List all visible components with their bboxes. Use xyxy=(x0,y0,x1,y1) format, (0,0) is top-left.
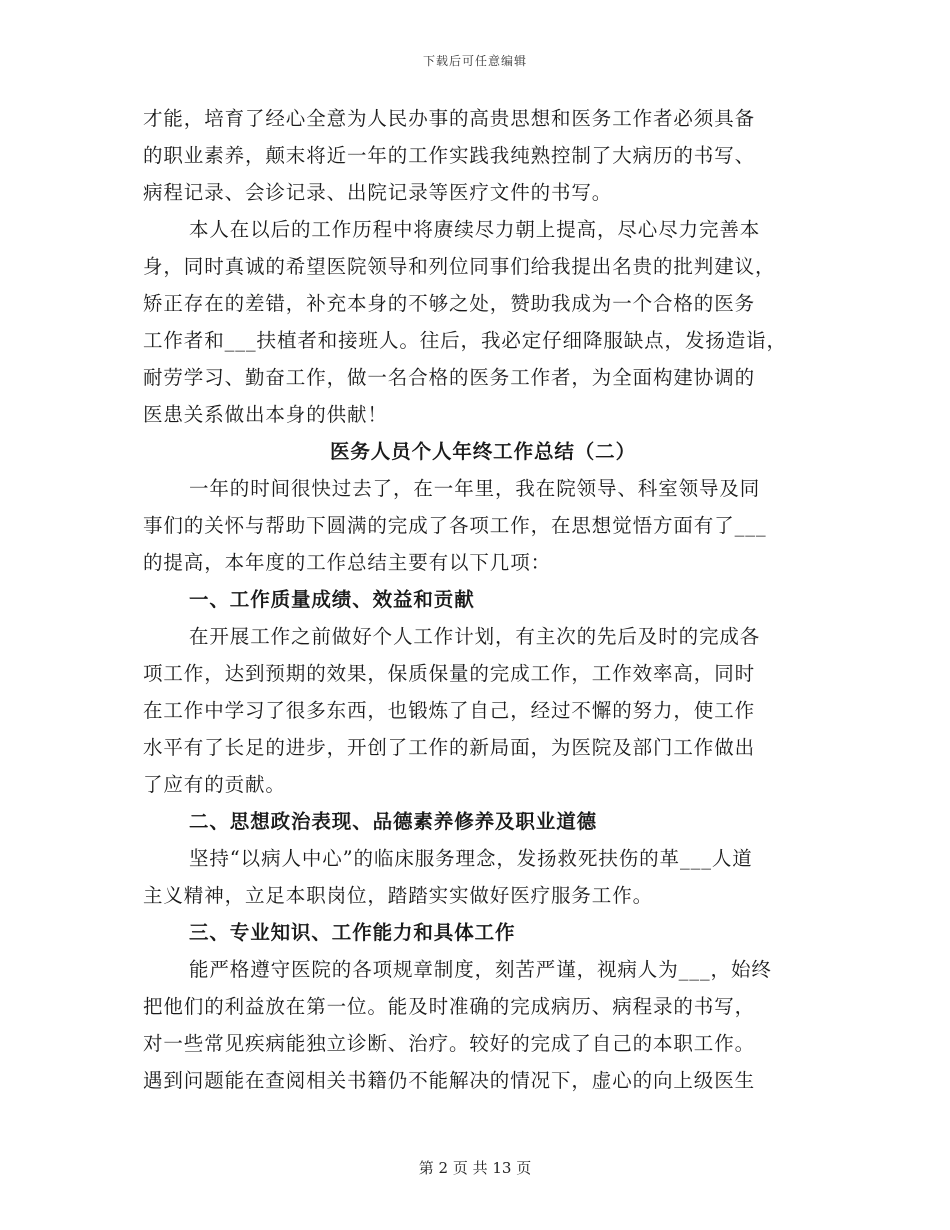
paragraph-line: 对一些常见疾病能独立诊断、治疗。较好的完成了自己的本职工作。 xyxy=(143,1032,756,1055)
paragraph-line: 病程记录、会诊记录、出院记录等医疗文件的书写。 xyxy=(143,181,613,204)
paragraph-line: 坚持“以病人中心”的临床服务理念，发扬救死扶伤的革___人道 xyxy=(189,847,753,870)
paragraph-line: 项工作，达到预期的效果，保质保量的完成工作，工作效率高，同时 xyxy=(143,662,756,685)
paragraph-line: 矫正存在的差错，补充本身的不够之处，赞助我成为一个合格的医务 xyxy=(143,292,756,315)
paragraph-line: 遇到问题能在查阅相关书籍仍不能解决的情况下，虚心的向上级医生 xyxy=(143,1069,756,1092)
paragraph-line: 一年的时间很快过去了，在一年里，我在院领导、科室领导及同 xyxy=(189,477,761,500)
paragraph-line: 耐劳学习、勤奋工作，做一名合格的医务工作者，为全面构建协调的 xyxy=(143,366,756,389)
paragraph-line: 才能，培育了经心全意为人民办事的高贵思想和医务工作者必须具备 xyxy=(143,107,756,130)
section-heading: 三、专业知识、工作能力和具体工作 xyxy=(189,921,516,944)
paragraph-line: 医患关系做出本身的供献！ xyxy=(143,403,388,426)
section-title: 医务人员个人年终工作总结（二） xyxy=(329,440,636,463)
paragraph-line: 能严格遵守医院的各项规章制度，刻苦严谨，视病人为___，始终 xyxy=(189,958,772,981)
paragraph-line: 在开展工作之前做好个人工作计划，有主次的先后及时的完成各 xyxy=(189,625,761,648)
paragraph-line: 了应有的贡献。 xyxy=(143,773,286,796)
page-number-footer: 第 2 页 共 13 页 xyxy=(418,1159,532,1177)
document-body xyxy=(143,100,823,1099)
paragraph-line: 身，同时真诚的希望医院领导和列位同事们给我提出名贵的批判建议， xyxy=(143,255,776,278)
page-header: 下载后可任意编辑 xyxy=(422,54,527,68)
section-heading: 一、工作质量成绩、效益和贡献 xyxy=(189,588,475,611)
paragraph-line: 事们的关怀与帮助下圆满的完成了各项工作，在思想觉悟方面有了___ xyxy=(143,514,767,537)
paragraph-line: 工作者和___扶植者和接班人。往后，我必定仔细降服缺点，发扬造诣， xyxy=(143,329,787,352)
section-heading: 二、思想政治表现、品德素养修养及职业道德 xyxy=(189,810,598,833)
paragraph-line: 把他们的利益放在第一位。能及时准确的完成病历、病程录的书写， xyxy=(143,995,756,1018)
paragraph-line: 的职业素养，颠末将近一年的工作实践我纯熟控制了大病历的书写、 xyxy=(143,144,756,167)
paragraph-line: 水平有了长足的进步，开创了工作的新局面，为医院及部门工作做出 xyxy=(143,736,756,759)
paragraph-line: 本人在以后的工作历程中将赓续尽力朝上提高，尽心尽力完善本 xyxy=(189,218,761,241)
paragraph-line: 主义精神，立足本职岗位，踏踏实实做好医疗服务工作。 xyxy=(143,884,654,907)
paragraph-line: 在工作中学习了很多东西，也锻炼了自己，经过不懈的努力，使工作 xyxy=(143,699,756,722)
paragraph-line: 的提高，本年度的工作总结主要有以下几项： xyxy=(143,551,552,574)
